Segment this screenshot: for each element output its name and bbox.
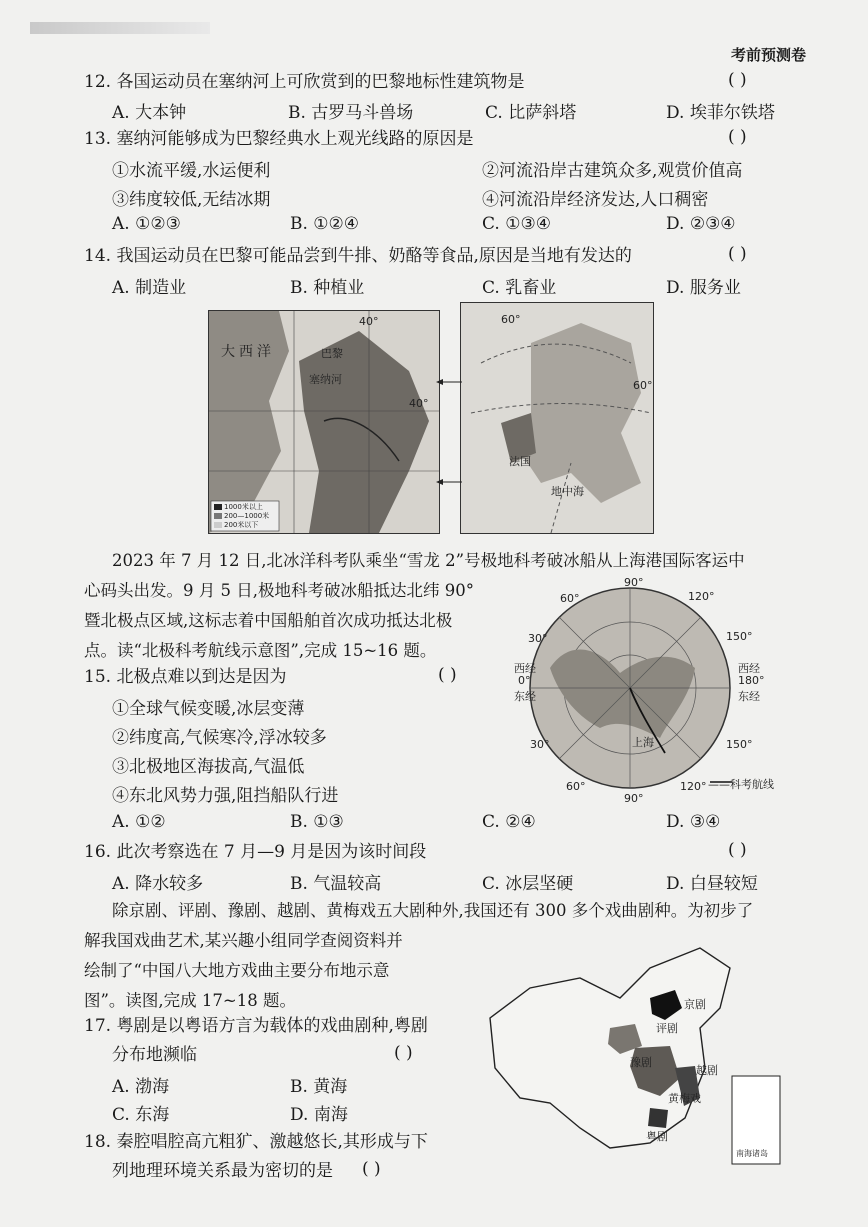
answer-blank[interactable]: ( ) — [728, 840, 747, 860]
arctic-route-map — [514, 576, 782, 810]
statement-1: ①水流平缓,水运便利 — [112, 161, 271, 181]
label-90-bottom: 90° — [624, 792, 644, 805]
question-18 — [84, 1130, 428, 1154]
question-number: 18. — [84, 1132, 112, 1152]
statement-4: ④河流沿岸经济发达,人口稠密 — [482, 190, 709, 210]
option-d[interactable]: D. 埃菲尔铁塔 — [666, 103, 775, 123]
statement-4: ④东北风势力强,阻挡船队行进 — [112, 786, 339, 806]
label-150-top: 150° — [726, 630, 753, 643]
china-map-graphic — [470, 928, 790, 1178]
option-b[interactable]: B. ①②④ — [290, 214, 360, 234]
latitude-label: 40° — [409, 397, 429, 410]
legend-high: 1000米以上 — [224, 503, 263, 511]
huangmei-label: 黄梅戏 — [668, 1092, 701, 1105]
passage-line: 暨北极点区域,这标志着中国船舶首次成功抵达北极 — [84, 611, 453, 630]
label-60-bottom: 60° — [566, 780, 586, 793]
option-d[interactable]: D. 南海 — [290, 1105, 348, 1125]
option-b[interactable]: B. ①③ — [290, 812, 344, 832]
label-east-left: 东经 — [514, 690, 536, 703]
europe-overview-map — [460, 302, 654, 534]
south-sea-islands-label: 南海诸岛 — [736, 1149, 768, 1158]
label-30-bottom: 30° — [530, 738, 550, 751]
option-a[interactable]: A. ①② — [112, 812, 166, 832]
question-text: 秦腔唱腔高亢粗犷、激越悠长,其形成与下 — [116, 1132, 428, 1152]
statement-2: ②纬度高,气候寒冷,浮冰较多 — [112, 728, 327, 748]
question-17 — [84, 1014, 428, 1038]
question-number: 13. — [84, 129, 112, 149]
option-c[interactable]: C. ②④ — [482, 812, 536, 832]
option-d[interactable]: D. 白昼较短 — [666, 874, 758, 894]
option-c[interactable]: C. 比萨斜塔 — [485, 103, 577, 123]
passage-line: 解我国戏曲艺术,某兴趣小组同学查阅资料并 — [84, 931, 403, 950]
question-14 — [84, 244, 632, 268]
label-150-bottom: 150° — [726, 738, 753, 751]
question-text: 塞纳河能够成为巴黎经典水上观光线路的原因是 — [116, 129, 474, 149]
answer-blank[interactable]: ( ) — [728, 70, 747, 90]
peking-opera-label: 京剧 — [684, 998, 706, 1011]
statement-3: ③纬度较低,无结冰期 — [112, 190, 271, 210]
ocean-label-3: 洋 — [257, 344, 271, 360]
ocean-label-2: 西 — [239, 344, 253, 360]
seine-river-map — [208, 310, 440, 534]
option-d[interactable]: D. ③④ — [666, 812, 721, 832]
china-opera-map — [470, 928, 790, 1178]
map-connector-arrows — [436, 378, 464, 488]
passage-line: 除京剧、评剧、豫剧、越剧、黄梅戏五大剧种外,我国还有 300 多个戏曲剧种。为初步了 — [112, 901, 754, 920]
option-a[interactable]: A. ①②③ — [112, 214, 181, 234]
label-west-left: 西经 — [514, 662, 536, 675]
answer-blank[interactable]: ( ) — [394, 1043, 413, 1063]
option-b[interactable]: B. 种植业 — [290, 278, 365, 298]
option-c[interactable]: C. ①③④ — [482, 214, 551, 234]
question-number: 12. — [84, 72, 112, 92]
seine-label: 塞纳河 — [309, 373, 342, 386]
option-c[interactable]: C. 冰层坚硬 — [482, 874, 574, 894]
question-12 — [84, 70, 524, 94]
option-a[interactable]: A. 渤海 — [112, 1077, 170, 1097]
option-c[interactable]: C. 东海 — [112, 1105, 170, 1125]
question-17-continued: 分布地濒临 — [112, 1045, 197, 1065]
question-15 — [84, 665, 286, 689]
label-120-bottom: 120° — [680, 780, 707, 793]
answer-blank[interactable]: ( ) — [438, 665, 457, 685]
question-text: 我国运动员在巴黎可能品尝到牛排、奶酪等食品,原因是当地有发达的 — [116, 246, 632, 266]
label-90-top: 90° — [624, 576, 644, 589]
lat-label-2: 60° — [633, 379, 653, 392]
mediterranean-label: 地中海 — [551, 485, 584, 498]
answer-blank[interactable]: ( ) — [728, 244, 747, 264]
passage-line: 点。读“北极科考航线示意图”,完成 15~16 题。 — [84, 641, 437, 660]
label-180: 180° — [738, 674, 765, 687]
option-d[interactable]: D. ②③④ — [666, 214, 736, 234]
statement-1: ①全球气候变暖,冰层变薄 — [112, 699, 305, 719]
ocean-label-1: 大 — [221, 344, 235, 360]
passage-line: 心码头出发。9 月 5 日,极地科考破冰船抵达北纬 90° — [84, 581, 474, 600]
cantonese-opera-label: 粤剧 — [646, 1130, 668, 1143]
question-18-continued: 列地理环境关系最为密切的是 — [112, 1161, 333, 1181]
statement-2: ②河流沿岸古建筑众多,观赏价值高 — [482, 161, 743, 181]
question-13 — [84, 127, 473, 151]
label-60-top: 60° — [560, 592, 580, 605]
option-b[interactable]: B. 黄海 — [290, 1077, 348, 1097]
longitude-label: 40° — [359, 315, 379, 328]
answer-blank[interactable]: ( ) — [362, 1159, 381, 1179]
yueju-label: 越剧 — [696, 1064, 718, 1077]
question-text: 粤剧是以粤语方言为载体的戏曲剧种,粤剧 — [116, 1016, 428, 1036]
option-c[interactable]: C. 乳畜业 — [482, 278, 557, 298]
route-legend: ——科考航线 — [708, 778, 774, 791]
scan-artifact — [30, 22, 210, 34]
label-west-right: 西经 — [738, 662, 760, 675]
question-text: 此次考察选在 7 月—9 月是因为该时间段 — [116, 842, 427, 862]
statement-3: ③北极地区海拔高,气温低 — [112, 757, 305, 777]
label-0: 0° — [518, 674, 531, 687]
lat-label-1: 60° — [501, 313, 521, 326]
shanghai-label: 上海 — [632, 736, 654, 749]
option-a[interactable]: A. 降水较多 — [112, 874, 204, 894]
question-text: 各国运动员在塞纳河上可欣赏到的巴黎地标性建筑物是 — [116, 72, 525, 92]
label-120-top: 120° — [688, 590, 715, 603]
answer-blank[interactable]: ( ) — [728, 127, 747, 147]
option-b[interactable]: B. 古罗马斗兽场 — [288, 103, 414, 123]
label-30-top: 30° — [528, 632, 548, 645]
question-number: 14. — [84, 246, 112, 266]
question-text: 北极点难以到达是因为 — [116, 667, 287, 687]
question-number: 16. — [84, 842, 112, 862]
passage-line: 图”。读图,完成 17~18 题。 — [84, 991, 296, 1010]
option-d[interactable]: D. 服务业 — [666, 278, 741, 298]
label-east-right: 东经 — [738, 690, 760, 703]
question-16 — [84, 840, 426, 864]
page-header-label: 考前预测卷 — [730, 46, 806, 64]
legend-low: 200米以下 — [224, 521, 259, 529]
paris-label: 巴黎 — [321, 347, 343, 360]
passage-line: 2023 年 7 月 12 日,北冰洋科考队乘坐“雪龙 2”号极地科考破冰船从上海港国际客运中 — [112, 551, 745, 570]
pingju-label: 评剧 — [656, 1022, 678, 1035]
passage-line: 绘制了“中国八大地方戏曲主要分布地示意 — [84, 961, 390, 980]
legend-mid: 200—1000米 — [224, 512, 270, 520]
question-number: 15. — [84, 667, 112, 687]
option-a[interactable]: A. 大本钟 — [112, 103, 187, 123]
option-b[interactable]: B. 气温较高 — [290, 874, 382, 894]
option-a[interactable]: A. 制造业 — [112, 278, 187, 298]
france-label: 法国 — [509, 455, 531, 468]
question-number: 17. — [84, 1016, 112, 1036]
yuju-label: 豫剧 — [630, 1056, 652, 1069]
